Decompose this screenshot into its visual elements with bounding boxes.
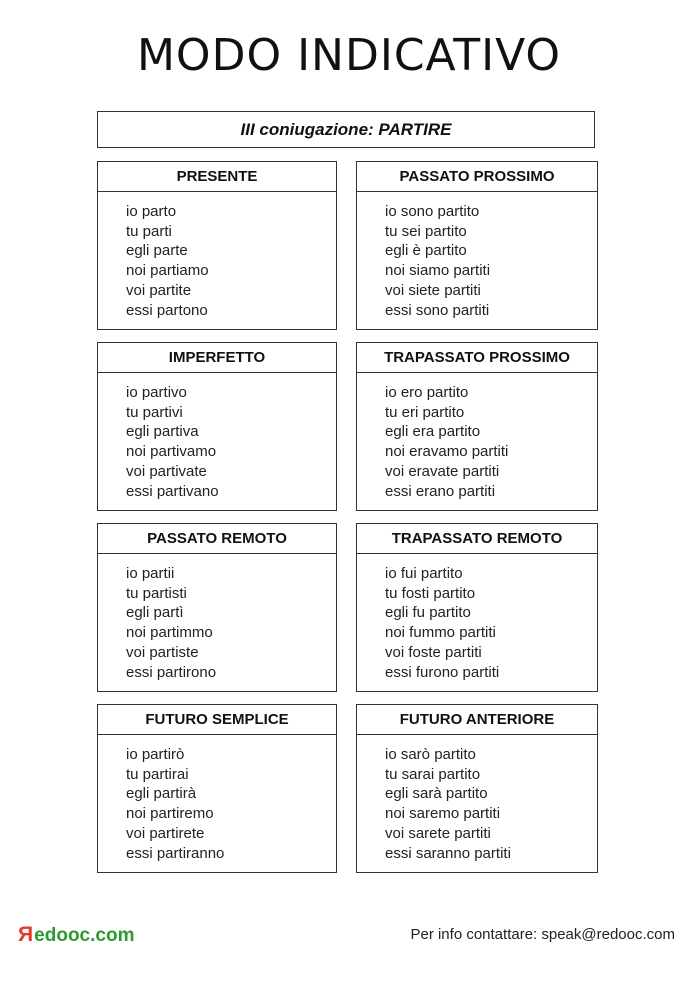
conjugation-form: tu partisti <box>126 584 187 602</box>
tense-forms <box>98 735 336 863</box>
conjugation-form: io partii <box>126 565 175 582</box>
conjugation-form: voi partirete <box>126 824 205 842</box>
page-title: MODO INDICATIVO <box>136 30 562 81</box>
conjugation-form: essi erano partiti <box>385 482 496 500</box>
conjugation-form: noi fummo partiti <box>385 624 496 642</box>
conjugation-form: essi saranno partiti <box>385 844 511 862</box>
conjugation-form: voi eravate partiti <box>385 462 500 480</box>
tense-box-imperfetto <box>97 342 337 511</box>
tense-header: PRESENTE <box>98 162 336 192</box>
redooc-logo <box>18 923 134 947</box>
tense-header: PASSATO REMOTO <box>98 524 336 554</box>
tense-box-passato-prossimo <box>356 161 598 330</box>
conjugation-form: noi partiamo <box>126 262 209 280</box>
tense-header: FUTURO SEMPLICE <box>98 705 336 735</box>
tense-grid <box>97 161 598 873</box>
conjugation-form: voi sarete partiti <box>385 824 491 842</box>
tense-forms <box>98 373 336 501</box>
conjugation-form: io partirò <box>126 746 185 763</box>
conjugation-form: essi partiranno <box>126 844 225 862</box>
conjugation-form: noi partiremo <box>126 805 214 823</box>
tense-header: TRAPASSATO PROSSIMO <box>357 343 597 373</box>
tense-forms <box>98 192 336 320</box>
tense-header: FUTURO ANTERIORE <box>357 705 597 735</box>
conjugation-form: tu partirai <box>126 765 189 783</box>
footer-contact: Per info contattare: speak@redooc.com <box>410 926 675 943</box>
conjugation-form: egli partirà <box>126 785 197 803</box>
conjugation-form: noi partimmo <box>126 624 213 642</box>
conjugation-form: tu sarai partito <box>385 765 481 783</box>
conjugation-form: tu eri partito <box>385 403 465 421</box>
conjugation-form: io sarò partito <box>385 746 476 763</box>
tense-header: PASSATO PROSSIMO <box>357 162 597 192</box>
tense-header: TRAPASSATO REMOTO <box>357 524 597 554</box>
conjugation-form: voi foste partiti <box>385 643 482 661</box>
conjugation-form: essi furono partiti <box>385 663 500 681</box>
tense-box-futuro-semplice <box>97 704 337 873</box>
tense-forms <box>357 554 597 682</box>
conjugation-form: tu parti <box>126 222 172 240</box>
conjugation-form: io fui partito <box>385 565 463 582</box>
tense-box-trapassato-prossimo <box>356 342 598 511</box>
conjugation-form: egli era partito <box>385 423 481 441</box>
conjugation-form: egli fu partito <box>385 604 471 622</box>
conjugation-form: egli partiva <box>126 423 199 441</box>
tense-header: IMPERFETTO <box>98 343 336 373</box>
conjugation-form: voi partite <box>126 281 192 299</box>
conjugation-form: noi partivamo <box>126 443 217 461</box>
conjugation-form: essi partivano <box>126 482 219 500</box>
conjugation-form: egli è partito <box>385 242 467 260</box>
conjugation-form: tu partivi <box>126 403 183 421</box>
conjugation-form: voi partivate <box>126 462 207 480</box>
conjugation-form: egli partì <box>126 604 184 622</box>
conjugation-form: essi sono partiti <box>385 301 490 319</box>
tense-box-trapassato-remoto <box>356 523 598 692</box>
conjugation-form: egli parte <box>126 242 188 260</box>
conjugation-form: tu sei partito <box>385 222 467 240</box>
conjugation-form: io sono partito <box>385 203 480 220</box>
tense-forms <box>357 192 597 320</box>
tense-box-presente <box>97 161 337 330</box>
tense-forms <box>98 554 336 682</box>
tense-box-passato-remoto <box>97 523 337 692</box>
tense-forms <box>357 373 597 501</box>
tense-box-futuro-anteriore <box>356 704 598 873</box>
conjugation-form: egli sarà partito <box>385 785 488 803</box>
conjugation-form: io parto <box>126 203 177 220</box>
conjugation-form: noi saremo partiti <box>385 805 501 823</box>
logo-r: R <box>18 923 34 946</box>
conjugation-form: essi partirono <box>126 663 217 681</box>
conjugation-form: io partivo <box>126 384 187 401</box>
conjugation-form: voi siete partiti <box>385 281 481 299</box>
conjugation-form: essi partono <box>126 301 208 319</box>
conjugation-subtitle: III coniugazione: PARTIRE <box>97 111 595 148</box>
tense-forms <box>357 735 597 863</box>
conjugation-form: tu fosti partito <box>385 584 476 602</box>
logo-text: edooc.com <box>34 925 135 946</box>
conjugation-form: noi eravamo partiti <box>385 443 509 461</box>
conjugation-form: noi siamo partiti <box>385 262 491 280</box>
conjugation-form: voi partiste <box>126 643 199 661</box>
conjugation-form: io ero partito <box>385 384 469 401</box>
